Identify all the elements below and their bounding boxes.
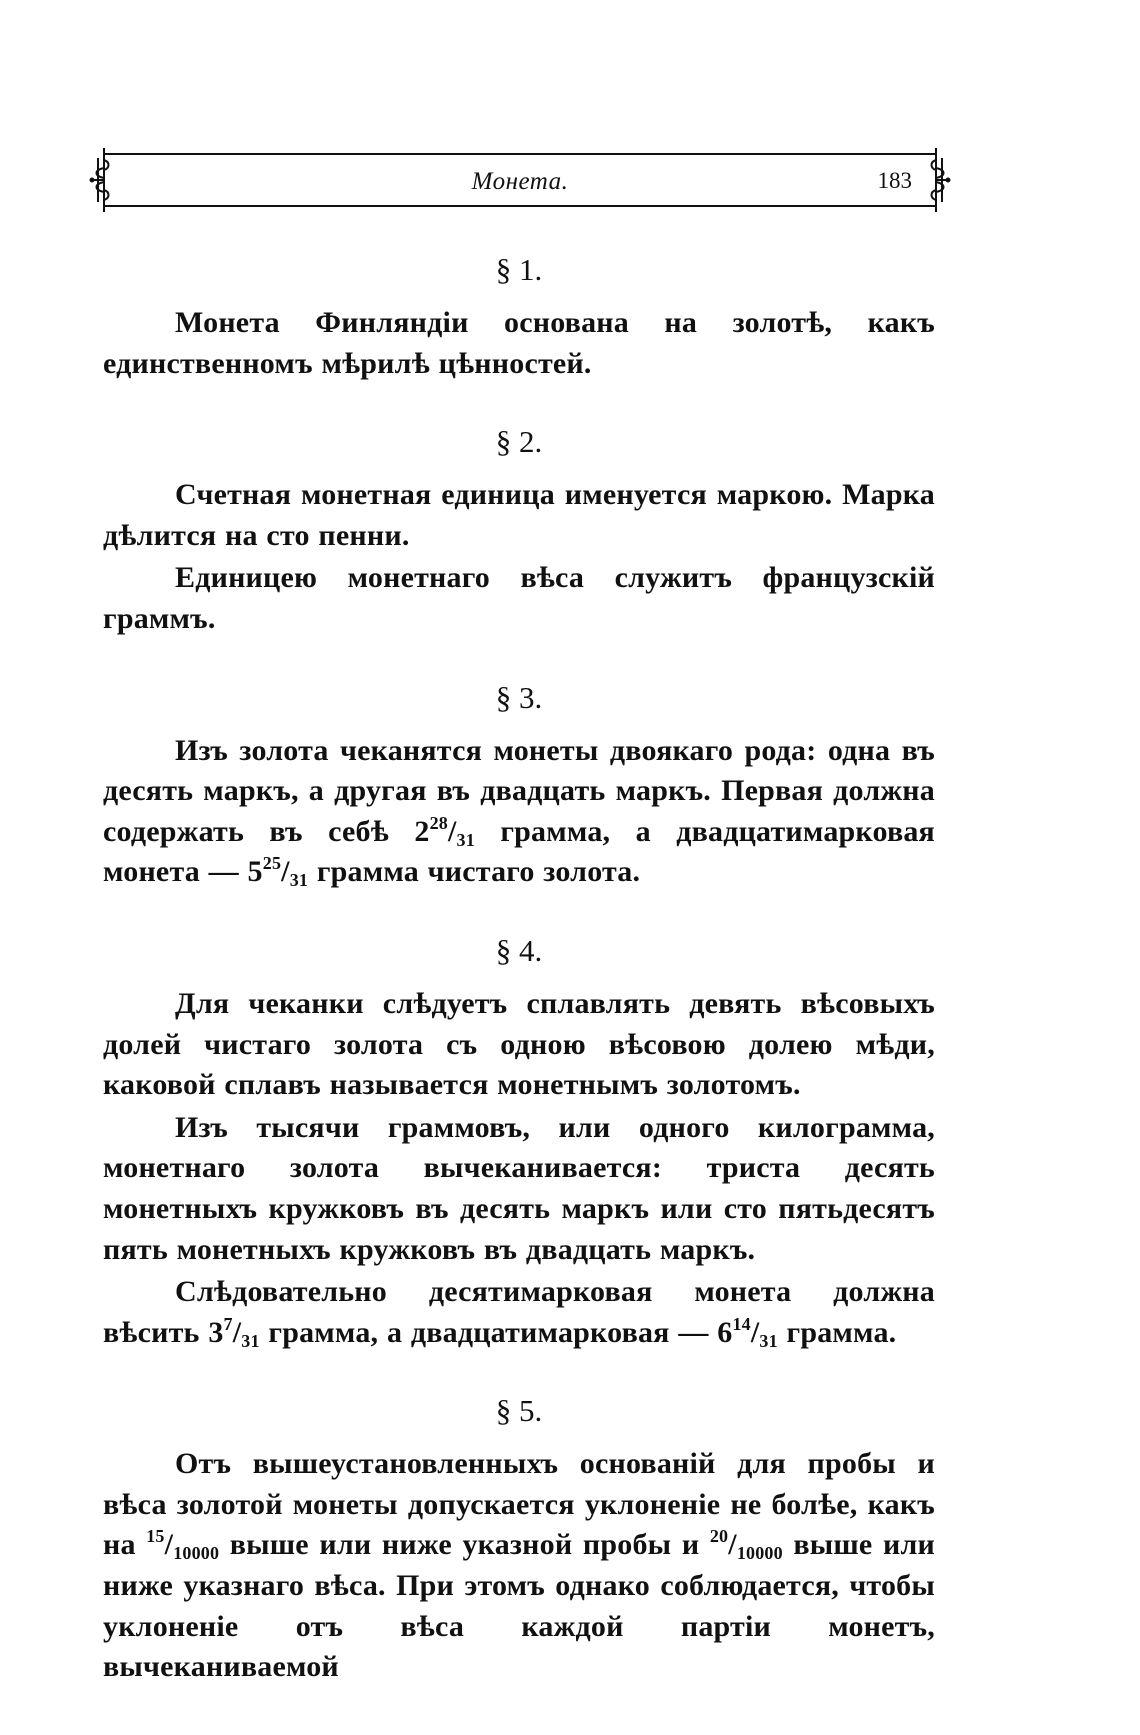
fraction-denominator: 31: [456, 829, 475, 850]
fraction-denominator: 10000: [736, 1543, 783, 1564]
page-number: 183: [877, 168, 912, 193]
mixed-fraction: $2^{28}/_{31}$: [414, 812, 475, 850]
paragraph: Изъ тысячи граммовъ, или одного килограмма, монетнаго золота вычеканивается: триста десять монетныхъ кружковъ въ десять маркъ или сто пятьдесятъ пять монетныхъ кружковъ въ двадцать маркъ.: [103, 1110, 935, 1266]
fraction-whole: 3: [208, 1315, 224, 1349]
text-run: грамма, а двадцатимарковая —: [268, 1315, 709, 1349]
paragraph: Для чеканки слѣдуетъ сплавлять девять вѣсовыхъ долей чистаго золота съ одною вѣсовою долею мѣди, каковой сплавъ называется монетнымъ золотомъ.: [103, 986, 935, 1102]
mixed-fraction: $3^7/_{31}$: [208, 1313, 260, 1351]
text-run: выше или ниже указной пробы и: [229, 1528, 700, 1562]
mixed-fraction: $6^{14}/_{31}$: [717, 1313, 778, 1351]
paragraph: [103, 1272, 935, 1353]
mixed-fraction: $5^{25}/_{31}$: [247, 853, 309, 891]
fraction: $^{15}/_{10000}$: [146, 1526, 220, 1564]
fraction-numerator: 25: [262, 853, 282, 874]
running-header: [90, 148, 950, 212]
fraction-numerator: 7: [223, 1313, 233, 1334]
fraction-denominator: 10000: [173, 1543, 220, 1564]
text-run: грамма, а двадцатимарковая монета —: [103, 814, 935, 889]
paragraph: Единицею монетнаго вѣса служитъ французскiй граммъ.: [103, 561, 935, 635]
body-text: [103, 250, 935, 1688]
section-mark-2: § 2.: [495, 424, 543, 460]
fraction-numerator: 15: [146, 1526, 165, 1547]
fraction-whole: 2: [414, 814, 430, 848]
fraction-numerator: 28: [429, 812, 448, 833]
text-run: Изъ золота чеканятся монеты двоякаго рода: одна въ десять маркъ, а другая въ двадцать маркъ. Первая должна содержать въ себѣ: [103, 733, 935, 848]
text-run: грамма чистаго золота.: [316, 855, 641, 889]
section-mark-4: § 4.: [495, 932, 543, 968]
fraction-denominator: 31: [241, 1330, 260, 1351]
fraction-denominator: 31: [289, 870, 309, 891]
fraction-numerator: 20: [709, 1526, 729, 1547]
text-run: Слѣдовательно десятимарковая монета должна вѣсить: [103, 1275, 935, 1349]
running-title: Монета.: [471, 168, 569, 195]
fraction-whole: 5: [247, 855, 263, 889]
paragraph: Счетная монетная единица именуется маркою. Марка дѣлится на сто пенни.: [103, 478, 935, 552]
fraction: $^{20}/_{10000}$: [709, 1526, 783, 1564]
paragraph: [103, 731, 935, 893]
section-mark-5: § 5.: [495, 1393, 543, 1429]
fraction-whole: 6: [717, 1315, 733, 1349]
fraction-denominator: 31: [759, 1330, 778, 1351]
paragraph: Монета Финляндiи основана на золотѣ, какъ единственномъ мѣрилѣ цѣнностей.: [103, 306, 935, 380]
text-run: Отъ вышеустановленныхъ основанiй для пробы и вѣса золотой монеты допускается уклоненiе не болѣе, какъ на: [103, 1447, 935, 1562]
fraction-numerator: 14: [732, 1313, 751, 1334]
section-mark-1: § 1.: [495, 252, 543, 287]
section-mark-3: § 3.: [495, 679, 543, 715]
text-run: грамма.: [786, 1315, 897, 1349]
text-run: выше или ниже указнаго вѣса. При этомъ однако соблюдается, чтобы уклоненiе отъ вѣса каждой партiи монетъ, вычеканиваемой: [103, 1528, 935, 1684]
paragraph: [103, 1444, 935, 1688]
